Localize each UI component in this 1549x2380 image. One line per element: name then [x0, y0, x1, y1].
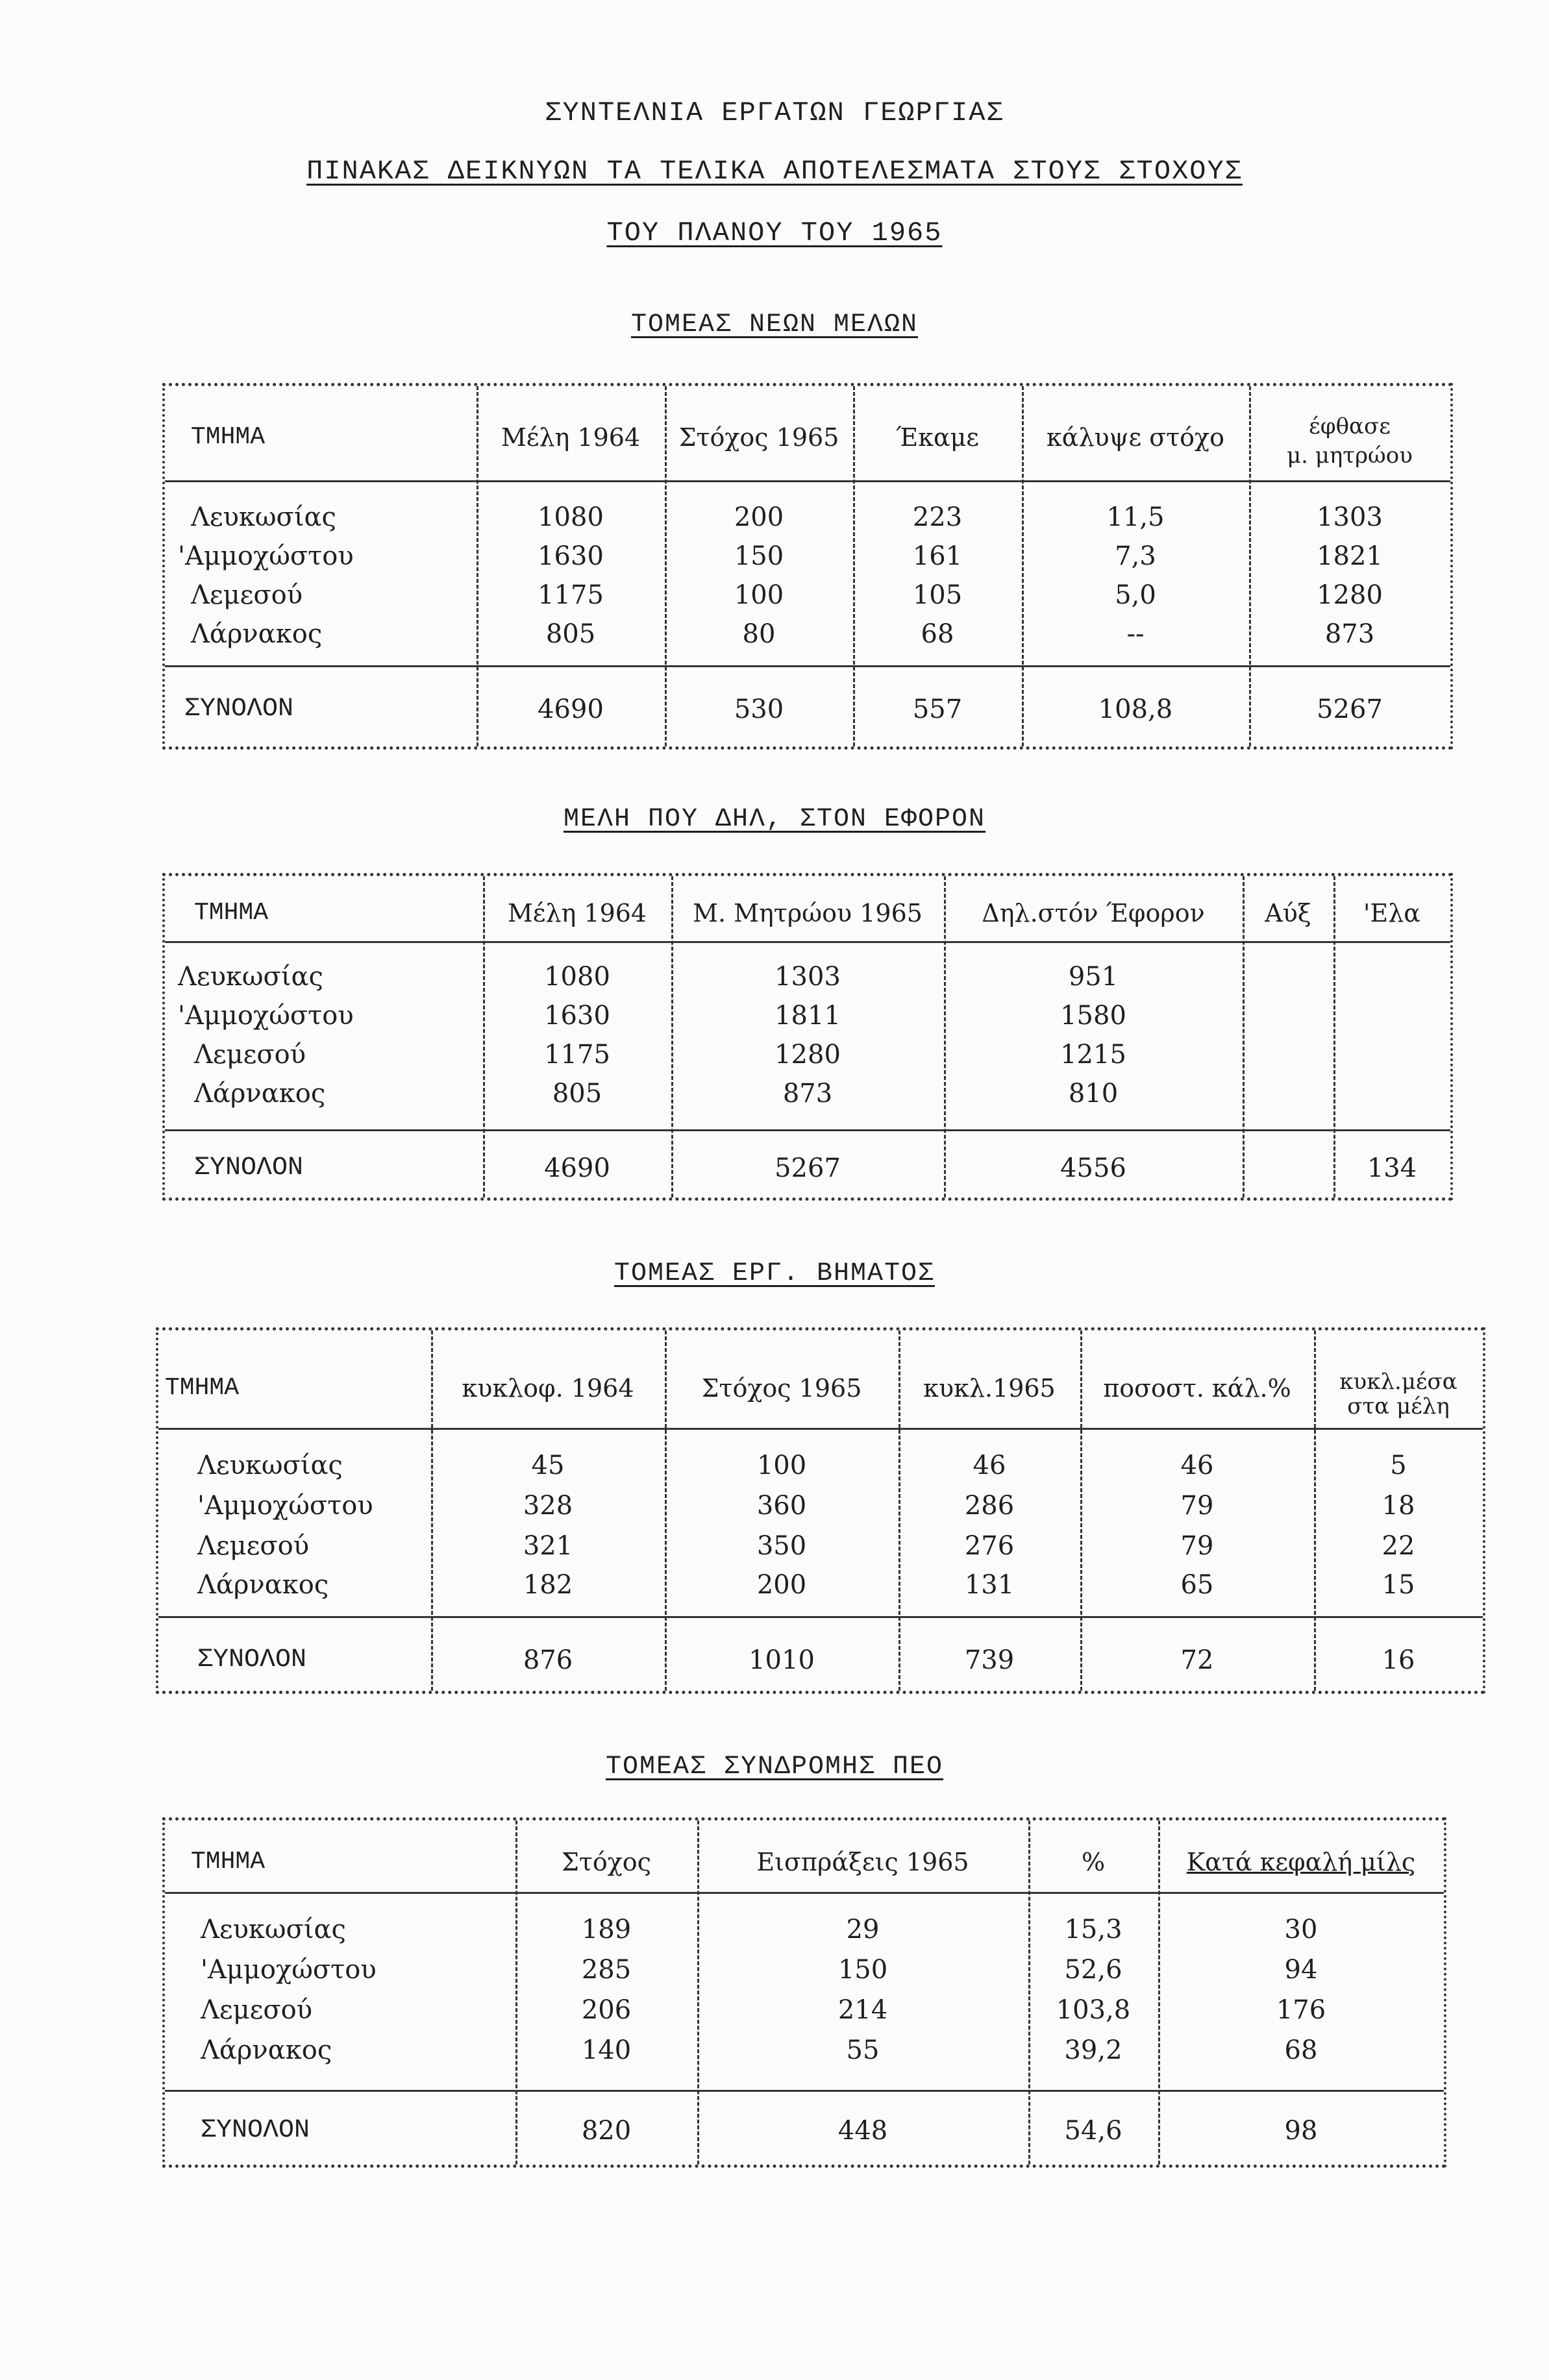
document-subtitle-2: [0, 217, 1549, 249]
table4-header-dept: ΤΜΗΜΑ: [191, 1848, 266, 1876]
table3-cell: 276: [964, 1531, 1015, 1561]
table1-title: ΤΟΜΕΑΣ ΝΕΩΝ ΜΕΛΩΝ: [630, 310, 919, 339]
table1-cell: 200: [734, 502, 784, 532]
table3-header-circulation-1964: κυκλοφ. 1964: [462, 1374, 634, 1403]
table4-total-cell: 820: [581, 2116, 632, 2146]
table1-cell: 1630: [538, 541, 604, 571]
table4-cell: 29: [846, 1915, 880, 1944]
table1-total-label: ΣΥΝΟΛΟΝ: [184, 694, 294, 724]
table1-cell: 5,0: [1115, 580, 1156, 610]
table2-header-increase: Αύξ: [1265, 899, 1311, 927]
table1-header-target-1965: Στόχος 1965: [678, 423, 839, 452]
table2-total-cell: 5267: [774, 1153, 841, 1183]
table2-cell: 1630: [544, 1001, 610, 1031]
table2-cell: 1280: [774, 1040, 841, 1070]
table1-dept-name: Λεμεσού: [191, 580, 303, 610]
table3-cell: 46: [973, 1451, 1006, 1480]
table3-total-cell: 16: [1382, 1645, 1415, 1675]
table2-cell: 873: [782, 1079, 833, 1109]
table3-cell: 18: [1382, 1491, 1415, 1521]
table4-total-cell: 98: [1284, 2116, 1318, 2146]
table2-header-decrease: 'Ελα: [1363, 899, 1420, 927]
table3-cell: 350: [756, 1531, 807, 1561]
table1-header-done: Έκαμε: [896, 423, 979, 452]
table3-total-cell: 72: [1180, 1645, 1214, 1675]
table4-dept-name: Λάρνακος: [201, 2035, 332, 2065]
table1-total-cell: 5267: [1317, 694, 1383, 724]
table1-cell: --: [1126, 619, 1145, 649]
table1-cell: 1280: [1317, 580, 1383, 610]
table3-cell: 328: [523, 1491, 573, 1521]
table4-cell: 68: [1284, 2035, 1318, 2065]
table4-header-target: Στόχος: [562, 1848, 651, 1876]
table1-cell: 223: [912, 502, 963, 532]
table4-dept-name: 'Αμμοχώστου: [201, 1955, 377, 1985]
table2-title: ΜΕΛΗ ΠΟΥ ΔΗΛ, ΣΤΟΝ ΕΦΟΡΟΝ: [563, 805, 986, 834]
table4-cell: 206: [581, 1995, 632, 2025]
table1-cell: 161: [912, 541, 963, 571]
table3-dept-name: Λεμεσού: [197, 1531, 310, 1561]
table2-total-cell: 134: [1367, 1153, 1417, 1183]
table2-cell: 1080: [544, 962, 610, 992]
table2-dept-name: Λάρνακος: [194, 1079, 326, 1109]
table2-dept-name: 'Αμμοχώστου: [178, 1001, 354, 1031]
table2-total-cell: 4556: [1060, 1153, 1126, 1183]
table3-cell: 79: [1180, 1491, 1214, 1521]
table4-header-per-capita: Κατά κεφαλή μίλς: [1186, 1848, 1416, 1876]
table3-total-cell: 876: [523, 1645, 573, 1675]
table3-cell: 5: [1390, 1451, 1407, 1480]
table1-cell: 1080: [538, 502, 604, 532]
table3-total-label: ΣΥΝΟΛΟΝ: [197, 1645, 307, 1675]
table1-total-cell: 557: [912, 694, 963, 724]
table4-cell: 94: [1284, 1955, 1318, 1985]
table4-cell: 176: [1276, 1995, 1326, 2025]
table3-header-circulation-1965: κυκλ.1965: [923, 1374, 1056, 1403]
table4-total-label: ΣΥΝΟΛΟΝ: [201, 2116, 310, 2145]
table2-header-dept: ΤΜΗΜΑ: [194, 899, 269, 927]
document-subtitle-2-text: ΤΟΥ ΠΛΑΝΟΥ ΤΟΥ 1965: [606, 217, 943, 249]
table1-cell: 1821: [1317, 541, 1383, 571]
document-subtitle-text: ΠΙΝΑΚΑΣ ΔΕΙΚΝΥΩΝ ΤΑ ΤΕΛΙΚΑ ΑΠΟΤΕΛΕΣΜΑΤΑ ΣΤΟΥΣ ΣΤΟΧΟΥΣ: [306, 156, 1243, 187]
table3-dept-name: Λευκωσίας: [197, 1451, 343, 1480]
table3-cell: 22: [1382, 1531, 1415, 1561]
table1-cell: 1175: [538, 580, 604, 610]
table1-header-dept: ΤΜΗΜΑ: [191, 423, 266, 451]
table3-dept-name: 'Αμμοχώστου: [197, 1491, 373, 1521]
table1-total-cell: 4690: [538, 694, 604, 724]
table2: [162, 873, 1453, 1201]
table1-total-cell: 108,8: [1098, 694, 1173, 724]
table1-cell: 11,5: [1106, 502, 1165, 532]
document-subtitle: [0, 156, 1549, 187]
table2-header-declared: Δηλ.στόν Έφορον: [982, 899, 1205, 927]
table3-cell: 131: [964, 1570, 1015, 1600]
table3-total-cell: 1010: [749, 1645, 815, 1675]
table1-dept-name: Λάρνακος: [191, 619, 323, 649]
table1-header-members-1964: Μέλη 1964: [501, 423, 641, 452]
table4-cell: 30: [1284, 1915, 1318, 1944]
table2-cell: 1175: [544, 1040, 610, 1070]
table1-header-coverage: κάλυψε στόχο: [1047, 423, 1224, 452]
table1-cell: 7,3: [1115, 541, 1156, 571]
table4-cell: 150: [837, 1955, 888, 1985]
table4-cell: 55: [846, 2035, 880, 2065]
table2-dept-name: Λευκωσίας: [178, 962, 323, 992]
table2-cell: 1811: [774, 1001, 841, 1031]
table4-cell: 15,3: [1064, 1915, 1122, 1944]
table1-cell: 150: [734, 541, 784, 571]
table4-cell: 285: [581, 1955, 632, 1985]
table3-cell: 65: [1180, 1570, 1214, 1600]
table3-cell: 15: [1382, 1570, 1415, 1600]
table1-header-reached: έφθασε: [1309, 413, 1391, 439]
table3-cell: 286: [964, 1491, 1015, 1521]
table3-header-target-1965: Στόχος 1965: [701, 1374, 862, 1403]
table4-dept-name: Λευκωσίας: [201, 1915, 346, 1944]
table1-total-cell: 530: [734, 694, 784, 724]
table4-cell: 189: [581, 1915, 632, 1944]
table4-total-cell: 448: [837, 2116, 888, 2146]
table3-cell: 182: [523, 1570, 573, 1600]
table1: [162, 383, 1453, 750]
table3-header-dept: ΤΜΗΜΑ: [165, 1374, 240, 1402]
table3: [156, 1327, 1485, 1694]
table3-cell: 45: [531, 1451, 565, 1480]
table1-cell: 873: [1324, 619, 1375, 649]
table4: [162, 1817, 1446, 2168]
table4-cell: 103,8: [1056, 1995, 1131, 2025]
table3-header-circulation-avg: κυκλ.μέσα: [1339, 1369, 1457, 1395]
table3-cell: 200: [756, 1570, 807, 1600]
table3-header-coverage-percent: ποσοστ. κάλ.%: [1103, 1374, 1291, 1403]
table4-cell: 140: [581, 2035, 632, 2065]
table3-dept-name: Λάρνακος: [197, 1570, 329, 1600]
document-title: ΣΥΝΤΕΛΝΙΑ ΕΡΓΑΤΩΝ ΓΕΩΡΓΙΑΣ: [545, 97, 1004, 129]
table2-cell: 951: [1068, 962, 1119, 992]
table3-cell: 79: [1180, 1531, 1214, 1561]
table4-header-receipts-1965: Εισπράξεις 1965: [756, 1848, 969, 1876]
table1-dept-name: 'Αμμοχώστου: [178, 541, 354, 571]
table1-cell: 105: [912, 580, 963, 610]
table3-cell: 360: [756, 1491, 807, 1521]
table4-header-percent: %: [1081, 1848, 1106, 1876]
table2-cell: 805: [552, 1079, 602, 1109]
table1-cell: 80: [742, 619, 776, 649]
table1-header-register: μ. μητρώου: [1287, 443, 1413, 469]
table1-cell: 805: [545, 619, 596, 649]
table2-dept-name: Λεμεσού: [194, 1040, 306, 1070]
table3-total-cell: 739: [964, 1645, 1015, 1675]
table4-title: ΤΟΜΕΑΣ ΣΥΝΔΡΟΜΗΣ ΠΕΟ: [605, 1752, 944, 1782]
table1-cell: 1303: [1317, 502, 1383, 532]
table1-cell: 68: [921, 619, 954, 649]
table4-cell: 39,2: [1064, 2035, 1122, 2065]
table4-cell: 52,6: [1064, 1955, 1122, 1985]
table2-total-label: ΣΥΝΟΛΟΝ: [194, 1153, 304, 1183]
table4-total-cell: 54,6: [1064, 2116, 1122, 2146]
table2-total-cell: 4690: [544, 1153, 610, 1183]
table4-cell: 214: [837, 1995, 888, 2025]
table3-cell: 321: [523, 1531, 573, 1561]
table1-dept-name: Λευκωσίας: [191, 502, 336, 532]
table3-cell: 100: [756, 1451, 807, 1480]
table2-header-register-1965: Μ. Μητρώου 1965: [693, 899, 923, 927]
table1-cell: 100: [734, 580, 784, 610]
table3-title: ΤΟΜΕΑΣ ΕΡΓ. ΒΗΜΑΤΟΣ: [613, 1259, 936, 1288]
table2-cell: 1580: [1060, 1001, 1126, 1031]
table3-header-per-member: στα μέλη: [1347, 1393, 1450, 1419]
table4-dept-name: Λεμεσού: [201, 1995, 313, 2025]
table2-cell: 1215: [1060, 1040, 1126, 1070]
table2-cell: 1303: [774, 962, 841, 992]
table3-cell: 46: [1180, 1451, 1214, 1480]
table2-header-members-1964: Μέλη 1964: [507, 899, 647, 927]
table2-cell: 810: [1068, 1079, 1119, 1109]
